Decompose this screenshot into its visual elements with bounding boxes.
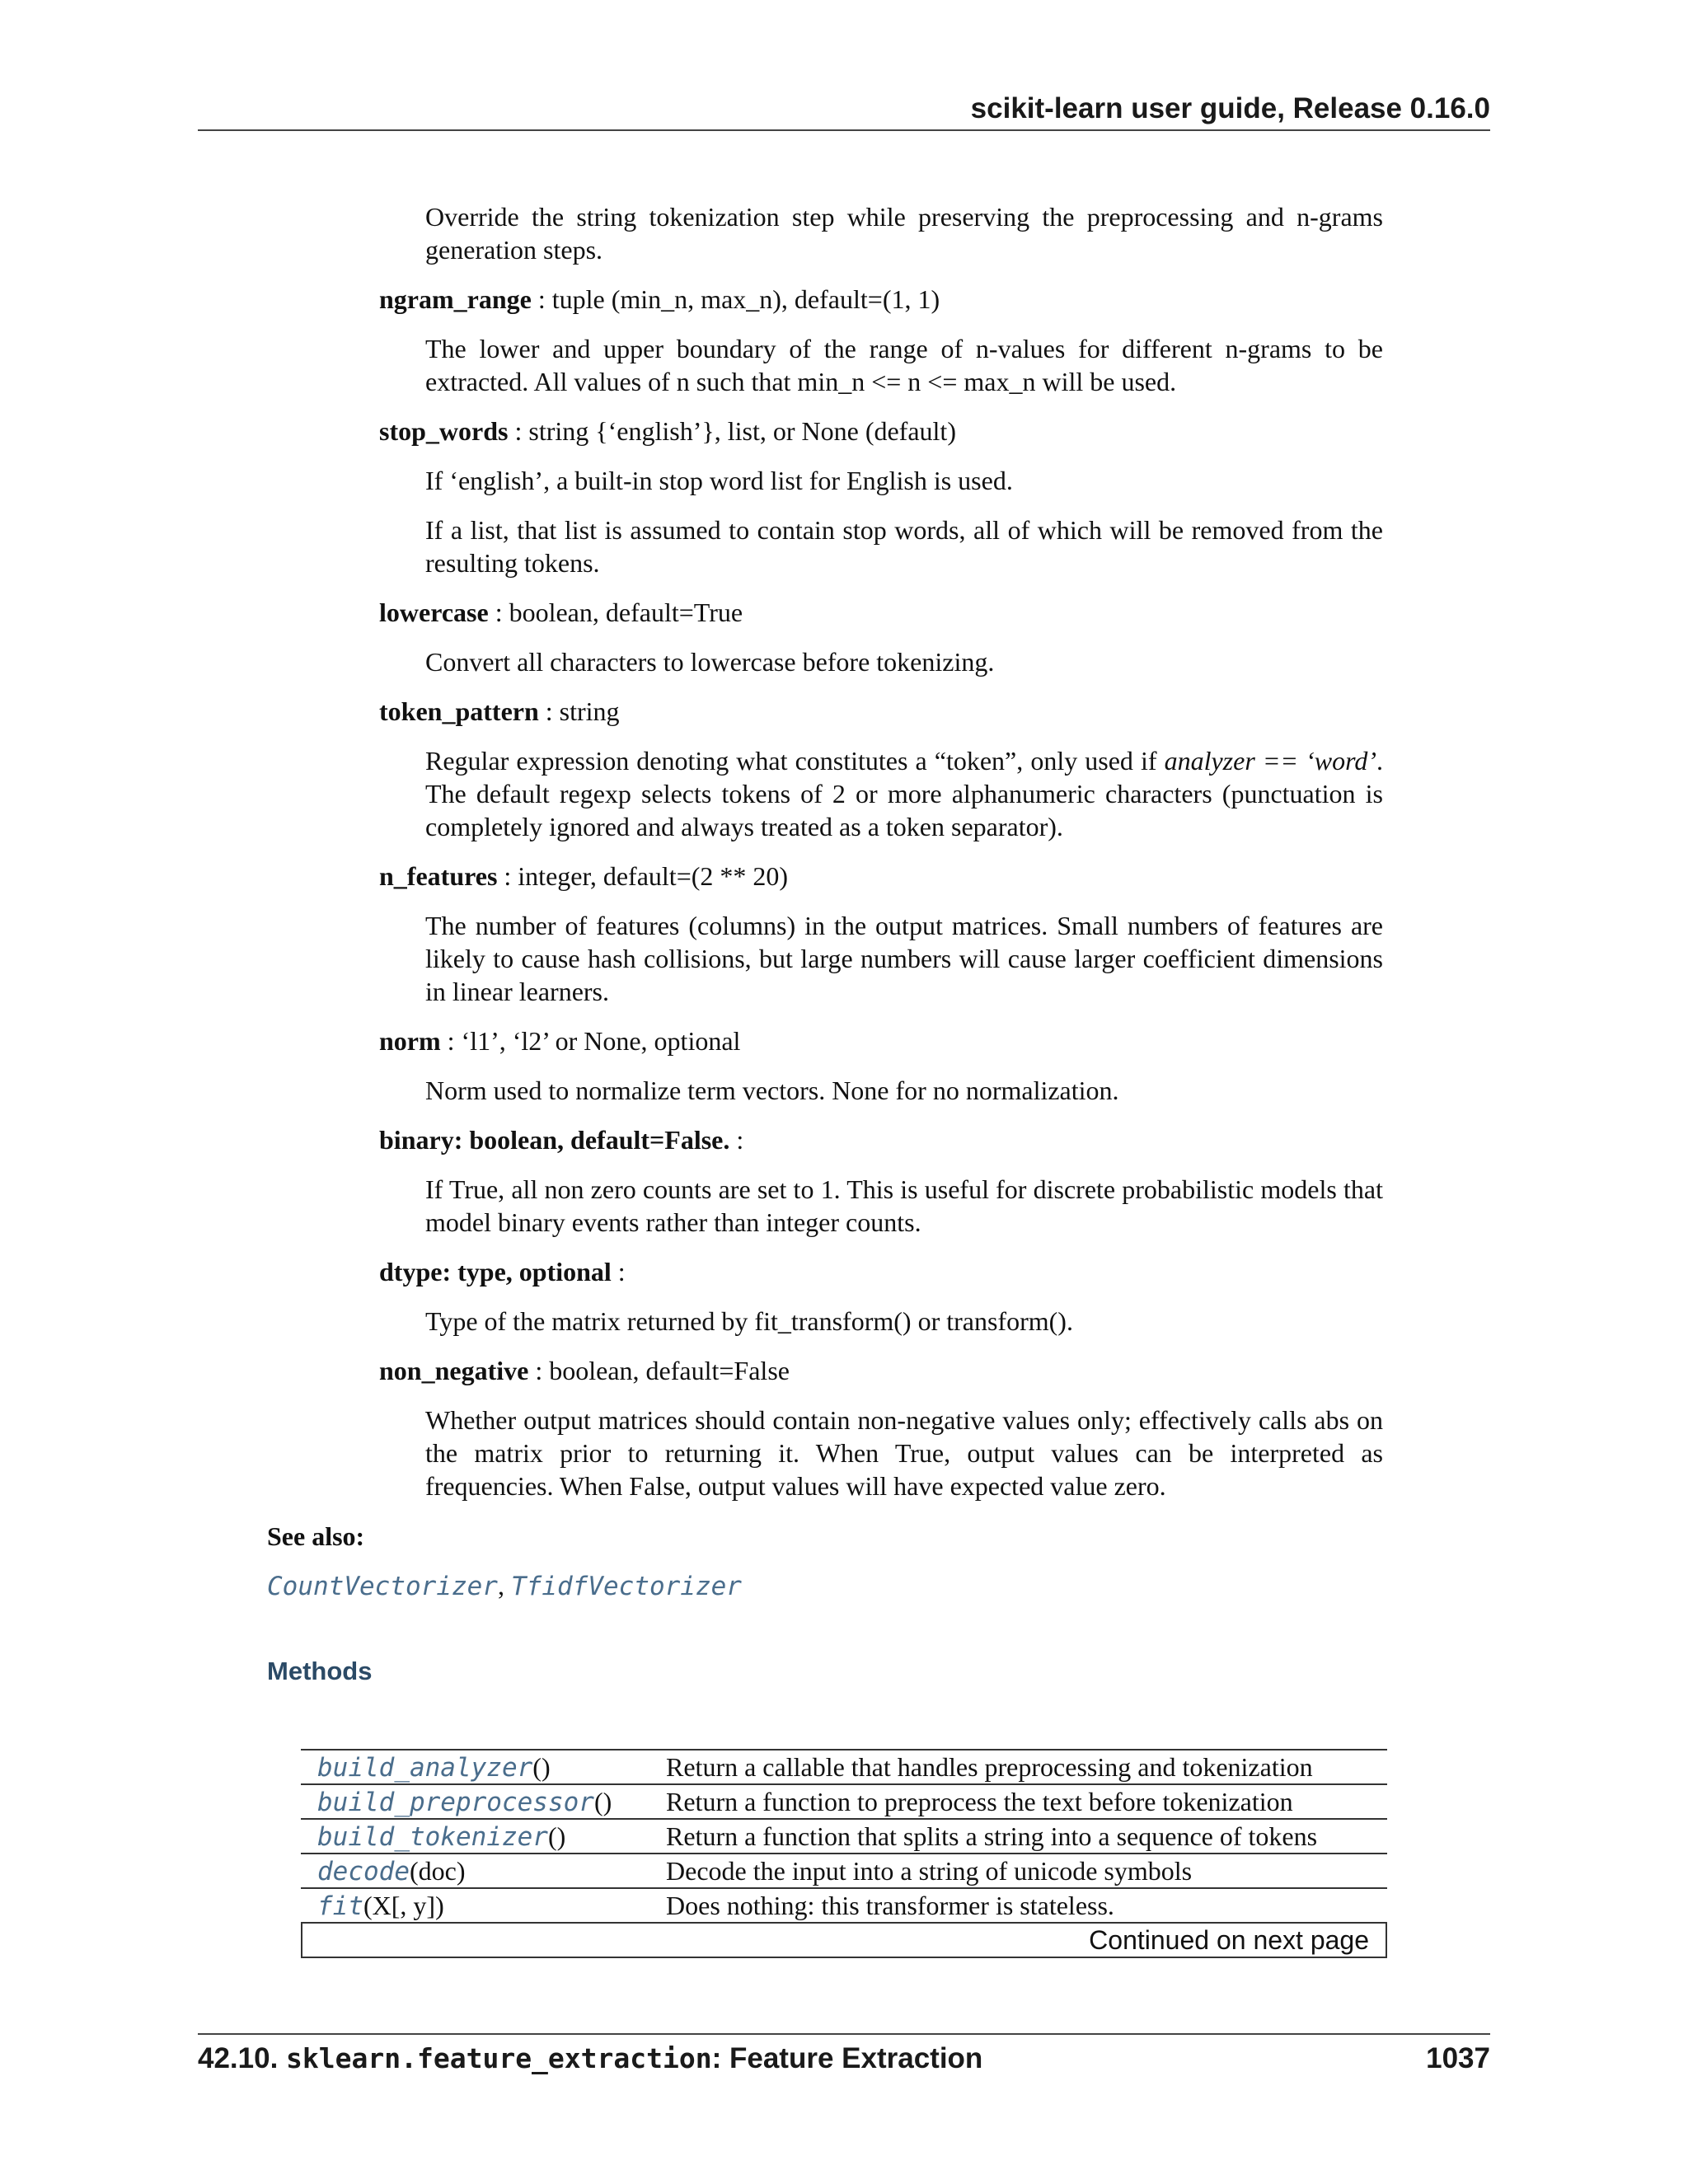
param-type: : tuple (min_n, max_n), default=(1, 1) xyxy=(531,284,940,314)
method-args: () xyxy=(593,1787,612,1816)
param-type: : boolean, default=True xyxy=(488,598,743,627)
param-lowercase xyxy=(379,596,743,629)
param-type: : integer, default=(2 ** 20) xyxy=(497,861,789,891)
running-header-title: scikit-learn user guide, Release 0.16.0 xyxy=(970,92,1490,124)
methods-table xyxy=(301,1749,1387,1958)
footer-rule xyxy=(198,2033,1490,2035)
method-description: Return a function to preprocess the text before tokenization xyxy=(666,1787,1293,1816)
param-name: token_pattern xyxy=(379,696,539,726)
param-name: n_features xyxy=(379,861,498,891)
param-n-features-desc: The number of features (columns) in the output matrices. Small numbers of features are likely to cause hash collisions, but large numbers will cause larger coefficient dimensions in linear learners. xyxy=(425,911,1383,1006)
see-also-heading: See also: xyxy=(267,1521,365,1551)
header-rule xyxy=(198,129,1490,131)
continued-on-next-page: Continued on next page xyxy=(301,1922,1387,1958)
param-norm-desc: Norm used to normalize term vectors. None for no normalization. xyxy=(425,1076,1119,1105)
param-stop-words-desc-2: If a list, that list is assumed to contain stop words, all of which will be removed from the resulting tokens. xyxy=(425,515,1383,578)
param-name: lowercase xyxy=(379,598,489,627)
method-description: Return a function that splits a string into a sequence of tokens xyxy=(666,1821,1318,1851)
table-row xyxy=(301,1818,1387,1853)
param-n-features xyxy=(379,860,788,893)
method-args: (X[, y]) xyxy=(363,1891,444,1920)
section-title-rest: : Feature Extraction xyxy=(711,2042,983,2074)
footer-section-title xyxy=(198,2042,982,2075)
param-name: binary: boolean, default=False. xyxy=(379,1125,730,1155)
param-non-negative xyxy=(379,1354,790,1387)
method-link-build-preprocessor[interactable]: build_preprocessor xyxy=(317,1788,594,1817)
desc-text: Regular expression denoting what constitutes a “token”, only used if xyxy=(425,746,1165,776)
method-description: Does nothing: this transformer is stateless. xyxy=(666,1891,1114,1920)
param-token-pattern-desc xyxy=(425,744,1383,843)
method-link-fit[interactable]: fit xyxy=(317,1891,363,1921)
see-also-links xyxy=(267,1571,742,1601)
methods-heading: Methods xyxy=(267,1657,373,1685)
param-type: : string {‘english’}, list, or None (default) xyxy=(508,416,956,446)
method-link-build-tokenizer[interactable]: build_tokenizer xyxy=(317,1822,548,1852)
table-row xyxy=(301,1783,1387,1818)
param-name: norm xyxy=(379,1026,441,1056)
param-lowercase-desc: Convert all characters to lowercase before tokenizing. xyxy=(425,647,995,677)
method-link-build-analyzer[interactable]: build_analyzer xyxy=(317,1753,533,1783)
method-description: Return a callable that handles preprocessing and tokenization xyxy=(666,1752,1313,1782)
table-row xyxy=(301,1853,1387,1887)
see-also-separator: , xyxy=(497,1571,511,1601)
param-name: stop_words xyxy=(379,416,509,446)
method-signature xyxy=(317,1820,565,1854)
desc-text: . The default regexp selects tokens of 2 or more alphanumeric characters (punctuation is completely ignored and always treated as a token separator). xyxy=(425,746,1384,841)
table-row xyxy=(301,1887,1387,1922)
method-args: () xyxy=(547,1821,566,1851)
param-type: : xyxy=(729,1125,744,1155)
param-ngram-range-desc: The lower and upper boundary of the range of n-values for different n-grams to be extracted. All values of n such that min_n <= n <= max_n will be used. xyxy=(425,334,1383,396)
param-name: non_negative xyxy=(379,1356,529,1385)
param-non-negative-desc: Whether output matrices should contain non-negative values only; effectively calls abs on the matrix prior to returning it. When True, output values can be interpreted as frequencies. When False, output values will have expected value zero. xyxy=(425,1405,1383,1501)
page-number: 1037 xyxy=(1426,2042,1490,2074)
param-dtype-desc: Type of the matrix returned by fit_transform() or transform(). xyxy=(425,1306,1073,1336)
method-signature xyxy=(317,1889,444,1923)
method-args: (doc) xyxy=(409,1856,466,1886)
param-stop-words xyxy=(379,415,956,448)
desc-emphasis: analyzer == ‘word’ xyxy=(1164,746,1377,776)
table-row xyxy=(301,1749,1387,1783)
param-stop-words-desc-1: If ‘english’, a built-in stop word list for English is used. xyxy=(425,466,1013,495)
param-norm xyxy=(379,1024,740,1057)
param-name: dtype: type, optional xyxy=(379,1257,612,1286)
param-dtype xyxy=(379,1255,626,1288)
param-type: : boolean, default=False xyxy=(528,1356,790,1385)
param-binary-desc: If True, all non zero counts are set to 1. This is useful for discrete probabilistic models that model binary events rather than integer counts. xyxy=(425,1174,1383,1237)
method-signature xyxy=(317,1750,551,1784)
param-name: ngram_range xyxy=(379,284,532,314)
method-link-decode[interactable]: decode xyxy=(317,1857,410,1886)
module-name: sklearn.feature_extraction xyxy=(286,2042,712,2074)
method-args: () xyxy=(532,1752,551,1782)
countvectorizer-link[interactable]: CountVectorizer xyxy=(267,1572,498,1601)
param-binary xyxy=(379,1123,743,1156)
section-number: 42.10. xyxy=(198,2042,279,2074)
tfidfvectorizer-link[interactable]: TfidfVectorizer xyxy=(510,1572,742,1601)
param-type: : xyxy=(611,1257,626,1286)
tokenizer-description: Override the string tokenization step while preserving the preprocessing and n-grams generation steps. xyxy=(425,202,1383,265)
param-type: : ‘l1’, ‘l2’ or None, optional xyxy=(440,1026,741,1056)
method-signature xyxy=(317,1785,612,1819)
param-token-pattern xyxy=(379,695,620,728)
param-ngram-range xyxy=(379,283,940,316)
method-description: Decode the input into a string of unicode symbols xyxy=(666,1856,1193,1886)
param-type: : string xyxy=(538,696,620,726)
method-signature xyxy=(317,1854,466,1888)
